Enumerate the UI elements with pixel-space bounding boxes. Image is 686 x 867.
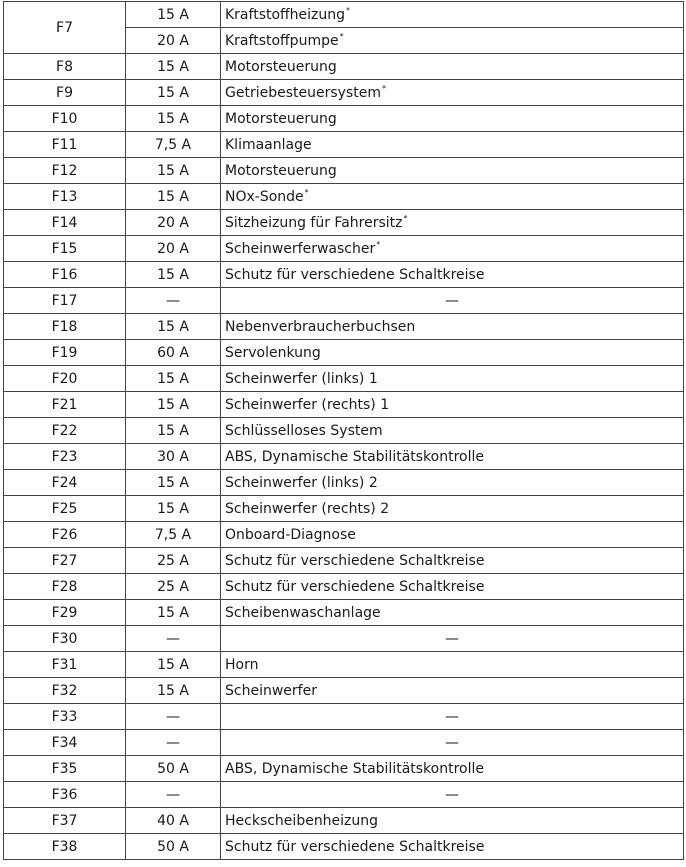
fuse-number-cell: F27: [4, 548, 126, 574]
fuse-number-cell: F34: [4, 730, 126, 756]
description-text: Scheinwerfer (rechts) 2: [225, 500, 390, 517]
fuse-number-cell: F18: [4, 314, 126, 340]
amperage-cell: —: [126, 730, 221, 756]
description-cell: [221, 444, 684, 470]
footnote-marker: *: [376, 239, 381, 249]
description-cell: [221, 704, 684, 730]
amperage-cell: —: [126, 626, 221, 652]
description-cell: [221, 236, 684, 262]
amperage-cell: 15 A: [126, 184, 221, 210]
description-cell: [221, 522, 684, 548]
table-row: [4, 418, 684, 444]
fuse-table: [3, 1, 684, 860]
description-text: Getriebesteuersystem: [225, 84, 381, 101]
table-row: [4, 574, 684, 600]
fuse-number-cell: F30: [4, 626, 126, 652]
fuse-number-cell: F13: [4, 184, 126, 210]
fuse-number-cell: F11: [4, 132, 126, 158]
description-cell: [221, 80, 684, 106]
description-cell: [221, 54, 684, 80]
fuse-number-cell: F10: [4, 106, 126, 132]
description-cell: [221, 548, 684, 574]
amperage-cell: 15 A: [126, 470, 221, 496]
table-row: [4, 522, 684, 548]
description-cell: [221, 470, 684, 496]
fuse-number-cell: F17: [4, 288, 126, 314]
table-row: [4, 834, 684, 860]
fuse-number-cell: F23: [4, 444, 126, 470]
fuse-number-cell: F33: [4, 704, 126, 730]
footnote-marker: *: [346, 5, 351, 15]
description-text: Klimaanlage: [225, 136, 312, 153]
amperage-cell: 15 A: [126, 392, 221, 418]
fuse-number-cell: F31: [4, 652, 126, 678]
description-text: Schutz für verschiedene Schaltkreise: [225, 266, 485, 283]
amperage-cell: 15 A: [126, 678, 221, 704]
amperage-cell: 15 A: [126, 106, 221, 132]
table-row: [4, 366, 684, 392]
fuse-number-cell: F15: [4, 236, 126, 262]
description-cell: [221, 756, 684, 782]
table-row: [4, 704, 684, 730]
description-cell: [221, 28, 684, 54]
table-row: [4, 808, 684, 834]
description-text: Heckscheibenheizung: [225, 812, 379, 829]
description-cell: [221, 106, 684, 132]
table-row: [4, 236, 684, 262]
amperage-cell: 15 A: [126, 2, 221, 28]
table-row: [4, 678, 684, 704]
amperage-cell: 50 A: [126, 756, 221, 782]
description-cell: [221, 574, 684, 600]
table-row: [4, 132, 684, 158]
fuse-number-cell: F14: [4, 210, 126, 236]
description-text: Motorsteuerung: [225, 110, 337, 127]
amperage-cell: 7,5 A: [126, 522, 221, 548]
table-row: [4, 782, 684, 808]
amperage-cell: 15 A: [126, 262, 221, 288]
amperage-cell: 15 A: [126, 314, 221, 340]
table-row: [4, 288, 684, 314]
description-text: —: [445, 630, 459, 647]
amperage-cell: 40 A: [126, 808, 221, 834]
amperage-cell: 25 A: [126, 548, 221, 574]
fuse-table-body: [4, 2, 684, 860]
description-cell: [221, 340, 684, 366]
amperage-cell: —: [126, 288, 221, 314]
description-cell: [221, 730, 684, 756]
description-text: ABS, Dynamische Stabilitätskontrolle: [225, 448, 484, 465]
footnote-marker: *: [403, 213, 408, 223]
description-text: —: [445, 292, 459, 309]
fuse-number-cell: F25: [4, 496, 126, 522]
description-cell: [221, 366, 684, 392]
fuse-number-cell: F8: [4, 54, 126, 80]
description-cell: [221, 392, 684, 418]
description-text: Schlüsselloses System: [225, 422, 383, 439]
fuse-number-cell: F37: [4, 808, 126, 834]
description-cell: [221, 262, 684, 288]
description-text: Onboard-Diagnose: [225, 526, 356, 543]
table-row: [4, 626, 684, 652]
description-text: Horn: [225, 656, 259, 673]
description-cell: [221, 652, 684, 678]
description-cell: [221, 2, 684, 28]
amperage-cell: 20 A: [126, 236, 221, 262]
description-cell: [221, 184, 684, 210]
description-text: ABS, Dynamische Stabilitätskontrolle: [225, 760, 484, 777]
footnote-marker: *: [339, 31, 344, 41]
description-cell: [221, 314, 684, 340]
description-text: Nebenverbraucherbuchsen: [225, 318, 416, 335]
table-row: [4, 80, 684, 106]
amperage-cell: 15 A: [126, 652, 221, 678]
description-cell: [221, 132, 684, 158]
description-text: —: [445, 734, 459, 751]
description-text: Motorsteuerung: [225, 58, 337, 75]
amperage-cell: —: [126, 704, 221, 730]
description-text: —: [445, 786, 459, 803]
table-row: [4, 106, 684, 132]
table-row: [4, 548, 684, 574]
amperage-cell: 20 A: [126, 28, 221, 54]
description-text: Schutz für verschiedene Schaltkreise: [225, 838, 485, 855]
fuse-number-cell: F35: [4, 756, 126, 782]
description-cell: [221, 834, 684, 860]
amperage-cell: 60 A: [126, 340, 221, 366]
amperage-cell: 15 A: [126, 418, 221, 444]
amperage-cell: 15 A: [126, 366, 221, 392]
table-row: [4, 496, 684, 522]
description-text: Scheibenwaschanlage: [225, 604, 381, 621]
description-text: Motorsteuerung: [225, 162, 337, 179]
fuse-number-cell: F28: [4, 574, 126, 600]
description-text: Schutz für verschiedene Schaltkreise: [225, 578, 485, 595]
fuse-number-cell: F12: [4, 158, 126, 184]
description-text: —: [445, 708, 459, 725]
description-cell: [221, 496, 684, 522]
amperage-cell: 20 A: [126, 210, 221, 236]
amperage-cell: 15 A: [126, 496, 221, 522]
table-row: [4, 470, 684, 496]
amperage-cell: 30 A: [126, 444, 221, 470]
table-row: [4, 756, 684, 782]
description-text: Kraftstoffheizung: [225, 6, 346, 23]
fuse-number-cell: F7: [4, 2, 126, 54]
fuse-number-cell: F38: [4, 834, 126, 860]
table-row: [4, 54, 684, 80]
table-row: [4, 262, 684, 288]
description-text: Kraftstoffpumpe: [225, 32, 339, 49]
description-cell: [221, 600, 684, 626]
fuse-number-cell: F32: [4, 678, 126, 704]
fuse-number-cell: F29: [4, 600, 126, 626]
description-cell: [221, 626, 684, 652]
fuse-number-cell: F24: [4, 470, 126, 496]
description-text: Scheinwerferwascher: [225, 240, 376, 257]
fuse-number-cell: F36: [4, 782, 126, 808]
fuse-number-cell: F9: [4, 80, 126, 106]
table-row: [4, 210, 684, 236]
description-cell: [221, 158, 684, 184]
amperage-cell: 25 A: [126, 574, 221, 600]
description-cell: [221, 782, 684, 808]
amperage-cell: 7,5 A: [126, 132, 221, 158]
fuse-number-cell: F26: [4, 522, 126, 548]
table-row: [4, 730, 684, 756]
description-cell: [221, 288, 684, 314]
description-cell: [221, 808, 684, 834]
table-row: [4, 652, 684, 678]
footnote-marker: *: [304, 187, 309, 197]
description-cell: [221, 678, 684, 704]
description-text: Sitzheizung für Fahrersitz: [225, 214, 403, 231]
fuse-number-cell: F16: [4, 262, 126, 288]
amperage-cell: 15 A: [126, 158, 221, 184]
table-row: [4, 444, 684, 470]
description-cell: [221, 210, 684, 236]
table-row: [4, 314, 684, 340]
amperage-cell: 15 A: [126, 54, 221, 80]
amperage-cell: 15 A: [126, 600, 221, 626]
description-text: Schutz für verschiedene Schaltkreise: [225, 552, 485, 569]
table-row: [4, 392, 684, 418]
description-text: Scheinwerfer (links) 2: [225, 474, 378, 491]
fuse-number-cell: F20: [4, 366, 126, 392]
description-text: NOx-Sonde: [225, 188, 304, 205]
amperage-cell: 50 A: [126, 834, 221, 860]
fuse-number-cell: F19: [4, 340, 126, 366]
table-row: [4, 184, 684, 210]
footnote-marker: *: [381, 83, 386, 93]
table-row: [4, 158, 684, 184]
description-text: Scheinwerfer (links) 1: [225, 370, 378, 387]
description-text: Servolenkung: [225, 344, 321, 361]
table-row: [4, 600, 684, 626]
amperage-cell: —: [126, 782, 221, 808]
description-cell: [221, 418, 684, 444]
description-text: Scheinwerfer (rechts) 1: [225, 396, 390, 413]
table-row: [4, 2, 684, 28]
description-text: Scheinwerfer: [225, 682, 317, 699]
amperage-cell: 15 A: [126, 80, 221, 106]
fuse-number-cell: F22: [4, 418, 126, 444]
table-row: [4, 340, 684, 366]
fuse-number-cell: F21: [4, 392, 126, 418]
